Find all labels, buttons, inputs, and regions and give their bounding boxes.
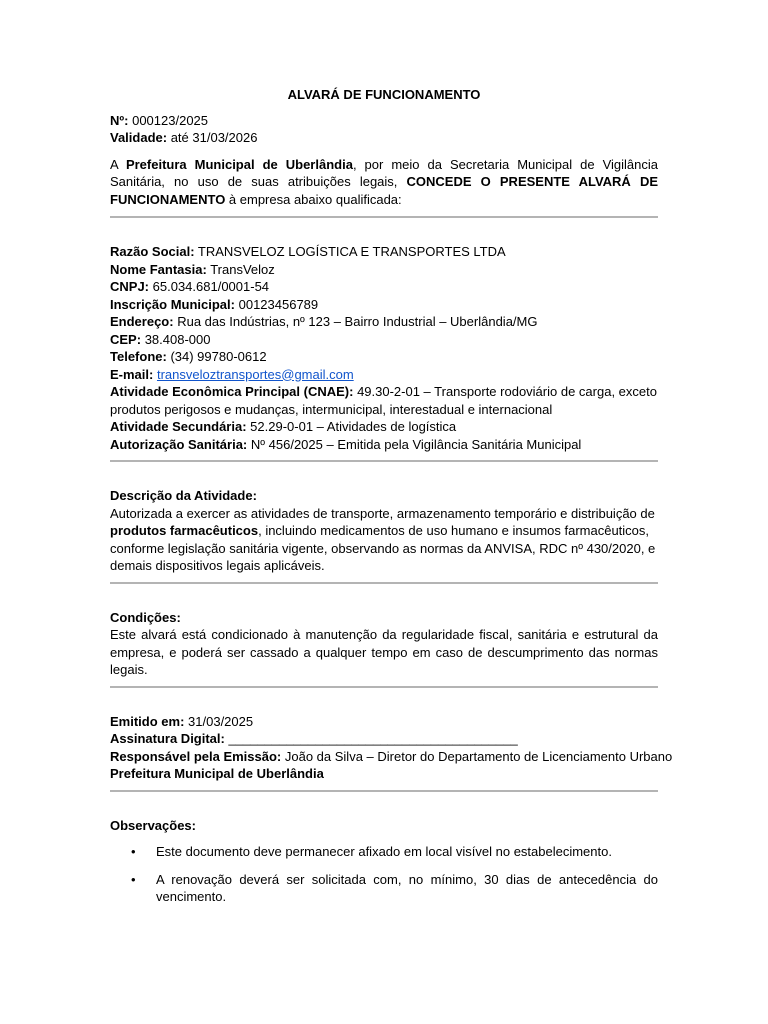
telefone-label: Telefone:	[110, 349, 167, 364]
signature-line: ________________________________________	[228, 731, 518, 746]
condicoes-section	[110, 609, 658, 679]
validity-line	[110, 129, 658, 147]
intro-text-1: A	[110, 156, 126, 172]
divider	[110, 216, 658, 218]
secundaria-line	[110, 418, 658, 436]
cep-label: CEP:	[110, 331, 142, 347]
list-item: • Este documento deve permanecer afixado em local visível no estabelecimento.	[110, 843, 658, 861]
razao-label: Razão Social:	[110, 244, 195, 259]
number-label: Nº:	[110, 112, 129, 128]
emitido-line	[110, 713, 658, 731]
divider	[110, 790, 658, 792]
razao-value: TRANSVELOZ LOGÍSTICA E TRANSPORTES LTDA	[197, 244, 506, 259]
endereco-label: Endereço:	[110, 314, 174, 329]
email-line	[110, 366, 658, 384]
email-label: E-mail:	[110, 366, 154, 382]
intro-text-2: , por meio da Secretaria Municipal de Vigilância Sanitária, no uso de suas atribuições legais,	[110, 156, 658, 189]
divider	[110, 582, 658, 584]
cnpj-value: 65.034.681/0001-54	[152, 279, 270, 294]
emissao-section	[110, 713, 673, 783]
cnpj-line	[110, 278, 658, 296]
number-line	[110, 112, 658, 130]
autorizacao-line	[110, 436, 658, 454]
cnae-value: 49.30-2-01 – Transporte rodoviário de carga, exceto produtos perigosos e mudanças, intermunicipal, interestadual e internacional	[110, 384, 657, 417]
cnae-label: Atividade Econômica Principal (CNAE):	[110, 384, 354, 399]
condicoes-heading: Condições:	[110, 609, 181, 625]
observacoes-list	[110, 843, 658, 906]
assinatura-label: Assinatura Digital:	[110, 731, 225, 746]
autorizacao-label: Autorização Sanitária:	[110, 436, 248, 452]
descricao-text-2: , incluindo medicamentos de uso humano e insumos farmacêuticos, conforme legislação sanitária vigente, observando as normas da ANVISA, RDC nº 430/2020, e demais dispositivos legais aplicáveis.	[110, 523, 656, 573]
responsavel-label: Responsável pela Emissão:	[110, 748, 282, 764]
telefone-value: (34) 99780-0612	[170, 349, 267, 364]
endereco-line	[110, 313, 658, 331]
validity-label: Validade:	[110, 130, 168, 145]
autorizacao-value: Nº 456/2025 – Emitida pela Vigilância Sanitária Municipal	[250, 436, 582, 452]
emitido-label: Emitido em:	[110, 713, 185, 729]
secundaria-label: Atividade Secundária:	[110, 419, 247, 434]
responsavel-value: João da Silva – Diretor do Departamento de Licenciamento Urbano	[284, 748, 673, 764]
intro-bold-2: CONCEDE O PRESENTE ALVARÁ DE FUNCIONAMENTO	[110, 174, 658, 207]
fantasia-label: Nome Fantasia:	[110, 261, 207, 277]
orgao-name: Prefeitura Municipal de Uberlândia	[110, 766, 324, 781]
email-link[interactable]: transveloztransportes@gmail.com	[156, 366, 354, 382]
divider	[110, 686, 658, 688]
condicoes-text: Este alvará está condicionado à manutenção da regularidade fiscal, sanitária e estrutural da empresa, e poderá ser cassado a qualquer tempo em caso de descumprimento das normas legais.	[110, 627, 658, 677]
assinatura-line	[110, 730, 658, 748]
inscricao-value: 00123456789	[238, 296, 319, 312]
observacoes-heading: Observações:	[110, 817, 196, 833]
number-value: 000123/2025	[132, 112, 209, 128]
observacoes-section	[110, 817, 658, 906]
telefone-line	[110, 348, 658, 366]
cnpj-label: CNPJ:	[110, 279, 150, 294]
emitido-value: 31/03/2025	[188, 713, 254, 729]
cep-line	[110, 331, 658, 349]
divider	[110, 460, 658, 462]
responsavel-line	[110, 748, 673, 766]
intro-bold-1: Prefeitura Municipal de Uberlândia	[125, 156, 353, 172]
list-item: • A renovação deverá ser solicitada com, no mínimo, 30 dias de antecedência do vencimento.	[110, 871, 658, 906]
descricao-text-1: Autorizada a exercer as atividades de transporte, armazenamento temporário e distribuição de	[110, 505, 655, 521]
inscricao-line	[110, 296, 658, 314]
fantasia-line	[110, 261, 658, 279]
razao-line	[110, 243, 658, 261]
fantasia-value: TransVeloz	[210, 261, 275, 277]
cnae-line	[110, 383, 658, 418]
endereco-value: Rua das Indústrias, nº 123 – Bairro Industrial – Uberlândia/MG	[177, 314, 538, 329]
descricao-heading: Descrição da Atividade:	[110, 488, 257, 503]
validity-value: até 31/03/2026	[170, 130, 258, 145]
cep-value: 38.408-000	[144, 331, 211, 347]
intro-paragraph	[110, 156, 658, 209]
company-section	[110, 243, 658, 453]
descricao-text	[110, 505, 658, 575]
inscricao-label: Inscrição Municipal:	[110, 296, 235, 312]
secundaria-value: 52.29-0-01 – Atividades de logística	[250, 419, 457, 434]
intro-text-3: à empresa abaixo qualificada:	[225, 191, 402, 207]
document-body	[110, 86, 673, 906]
descricao-section	[110, 487, 658, 575]
document-title: ALVARÁ DE FUNCIONAMENTO	[287, 87, 481, 102]
descricao-bold: produtos farmacêuticos	[110, 523, 259, 538]
